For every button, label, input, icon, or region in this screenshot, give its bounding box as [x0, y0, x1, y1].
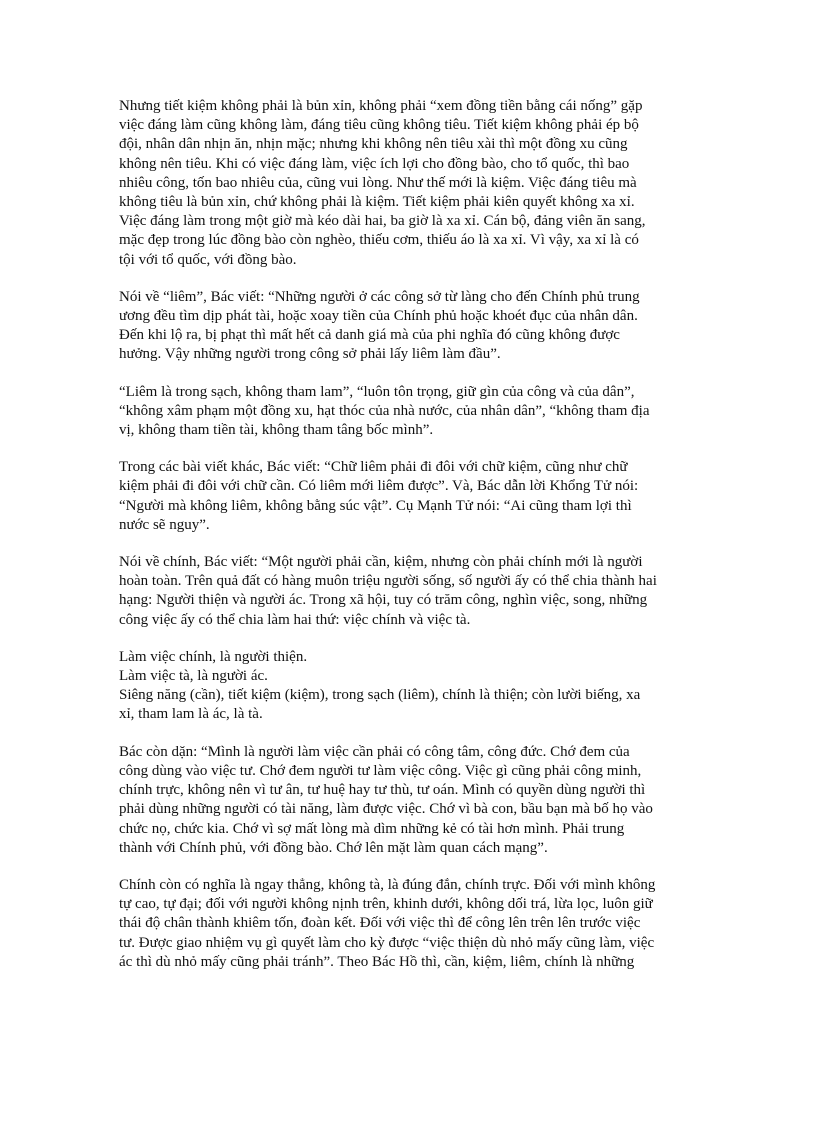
text-line: Trong các bài viết khác, Bác viết: “Chữ liêm phải đi đôi với chữ kiệm, cũng như chữ [119, 459, 628, 476]
text-line: kiệm phải đi đôi với chữ cần. Có liêm mới liêm được”. Và, Bác dẫn lời Khổng Tử nói: [119, 478, 639, 495]
paragraph-4 [119, 458, 699, 535]
text-line: tội với tổ quốc, với đồng bào. [119, 251, 297, 268]
paragraph-8 [119, 876, 699, 972]
text-line: Làm việc tà, là người ác. [119, 668, 268, 685]
text-line: công việc ấy có thể chia làm hai thứ: việc chính và việc tà. [119, 611, 471, 628]
paragraph-7 [119, 743, 699, 858]
paragraph-2 [119, 288, 699, 365]
paragraph-3 [119, 383, 699, 441]
text-line: chính trực, không nên vì tư ân, tư huệ hay tư thù, tư oán. Mình có quyền dùng người thì [119, 782, 646, 799]
text-line: xỉ, tham lam là ác, là tà. [119, 706, 263, 723]
text-line: “Liêm là trong sạch, không tham lam”, “luôn tôn trọng, giữ gìn của công và của dân”, [119, 383, 635, 400]
text-line: hoàn toàn. Trên quả đất có hàng muôn triệu người sống, số người ấy có thể chia thành hai [119, 573, 657, 590]
text-line: chức nọ, chức kia. Chớ vì sợ mất lòng mà dìm những kẻ có tài hơn mình. Phải trung [119, 820, 625, 837]
text-line: không nên tiêu. Khi có việc đáng làm, việc ích lợi cho đồng bào, cho tổ quốc, thì bao [119, 155, 630, 172]
text-line: mặc đẹp trong lúc đồng bào còn nghèo, thiếu cơm, thiếu áo là xa xỉ. Vì vậy, xa xỉ là có [119, 232, 639, 249]
text-line: thành với Chính phủ, với đồng bào. Chớ lên mặt làm quan cách mạng”. [119, 839, 548, 856]
text-line: ác thì dù nhỏ mấy cũng phải tránh”. Theo Bác Hồ thì, cần, kiệm, liêm, chính là những [119, 953, 635, 970]
text-line: hưởng. Vậy những người trong công sở phải lấy liêm làm đầu”. [119, 346, 501, 363]
paragraph-6 [119, 648, 699, 725]
text-line: tự cao, tự đại; đối với người không nịnh trên, khinh dưới, không dối trá, lừa lọc, luôn giữ [119, 896, 653, 913]
text-line: Siêng năng (cần), tiết kiệm (kiệm), trong sạch (liêm), chính là thiện; còn lười biếng, xa [119, 687, 641, 704]
paragraph-5 [119, 553, 699, 630]
text-line: “Người mà không liêm, không bằng súc vật”. Cụ Mạnh Tử nói: “Ai cũng tham lợi thì [119, 497, 632, 514]
text-line: nước sẽ nguy”. [119, 516, 210, 533]
text-line: Đến khi lộ ra, bị phạt thì mất hết cả danh giá mà của phi nghĩa đó cũng không được [119, 327, 620, 344]
text-line: Nhưng tiết kiệm không phải là bủn xỉn, không phải “xem đồng tiền bằng cái nống” gặp [119, 98, 643, 114]
body-text [119, 97, 699, 990]
text-line: đội, nhân dân nhịn ăn, nhịn mặc; nhưng khi không nên tiêu xài thì một đồng xu cũng [119, 136, 628, 153]
text-line: không tiêu là bủn xỉn, chứ không phải là kiệm. Tiết kiệm phải kiên quyết không xa xỉ. [119, 194, 635, 211]
text-line: nhiêu công, tốn bao nhiêu của, cũng vui lòng. Như thế mới là kiệm. Việc đáng tiêu mà [119, 174, 637, 191]
text-line: thái độ chân thành khiêm tốn, đoàn kết. Đối với việc thì để công lên trên lên trước việc [119, 915, 641, 932]
text-line: Chính còn có nghĩa là ngay thẳng, không tà, là đúng đắn, chính trực. Đối với mình không [119, 876, 656, 893]
text-line: Làm việc chính, là người thiện. [119, 648, 308, 665]
paragraph-1 [119, 97, 699, 270]
text-line: Nói về chính, Bác viết: “Một người phải cần, kiệm, nhưng còn phải chính mới là người [119, 554, 643, 571]
text-line: phải dùng những người có tài năng, làm được việc. Chớ vì bà con, bầu bạn mà bố họ vào [119, 801, 653, 818]
text-line: “không xâm phạm một đồng xu, hạt thóc của nhà nước, của nhân dân”, “không tham địa [119, 402, 650, 419]
text-line: ương đều tìm dịp phát tài, hoặc xoay tiền của Chính phủ hoặc khoét đục của nhân dân. [119, 308, 638, 325]
text-line: Nói về “liêm”, Bác viết: “Những người ở các công sở từ làng cho đến Chính phủ trung [119, 288, 640, 305]
text-line: tư. Được giao nhiệm vụ gì quyết làm cho kỳ được “việc thiện dù nhỏ mấy cũng làm, việc [119, 934, 655, 951]
text-line: vị, không tham tiền tài, không tham tâng bốc mình”. [119, 422, 434, 439]
text-line: Bác còn dặn: “Mình là người làm việc cần phải có công tâm, công đức. Chớ đem của [119, 743, 630, 760]
text-line: Việc đáng làm trong một giờ mà kéo dài hai, ba giờ là xa xỉ. Cán bộ, đảng viên ăn sang, [119, 213, 646, 230]
text-line: hạng: Người thiện và người ác. Trong xã hội, tuy có trăm công, nghìn việc, song, những [119, 592, 648, 609]
text-line: việc đáng làm cũng không làm, đáng tiêu cũng không tiêu. Tiết kiệm không phải ép bộ [119, 117, 639, 134]
text-line: công dùng vào việc tư. Chớ đem người tư làm việc công. Việc gì cũng phải công minh, [119, 762, 642, 779]
